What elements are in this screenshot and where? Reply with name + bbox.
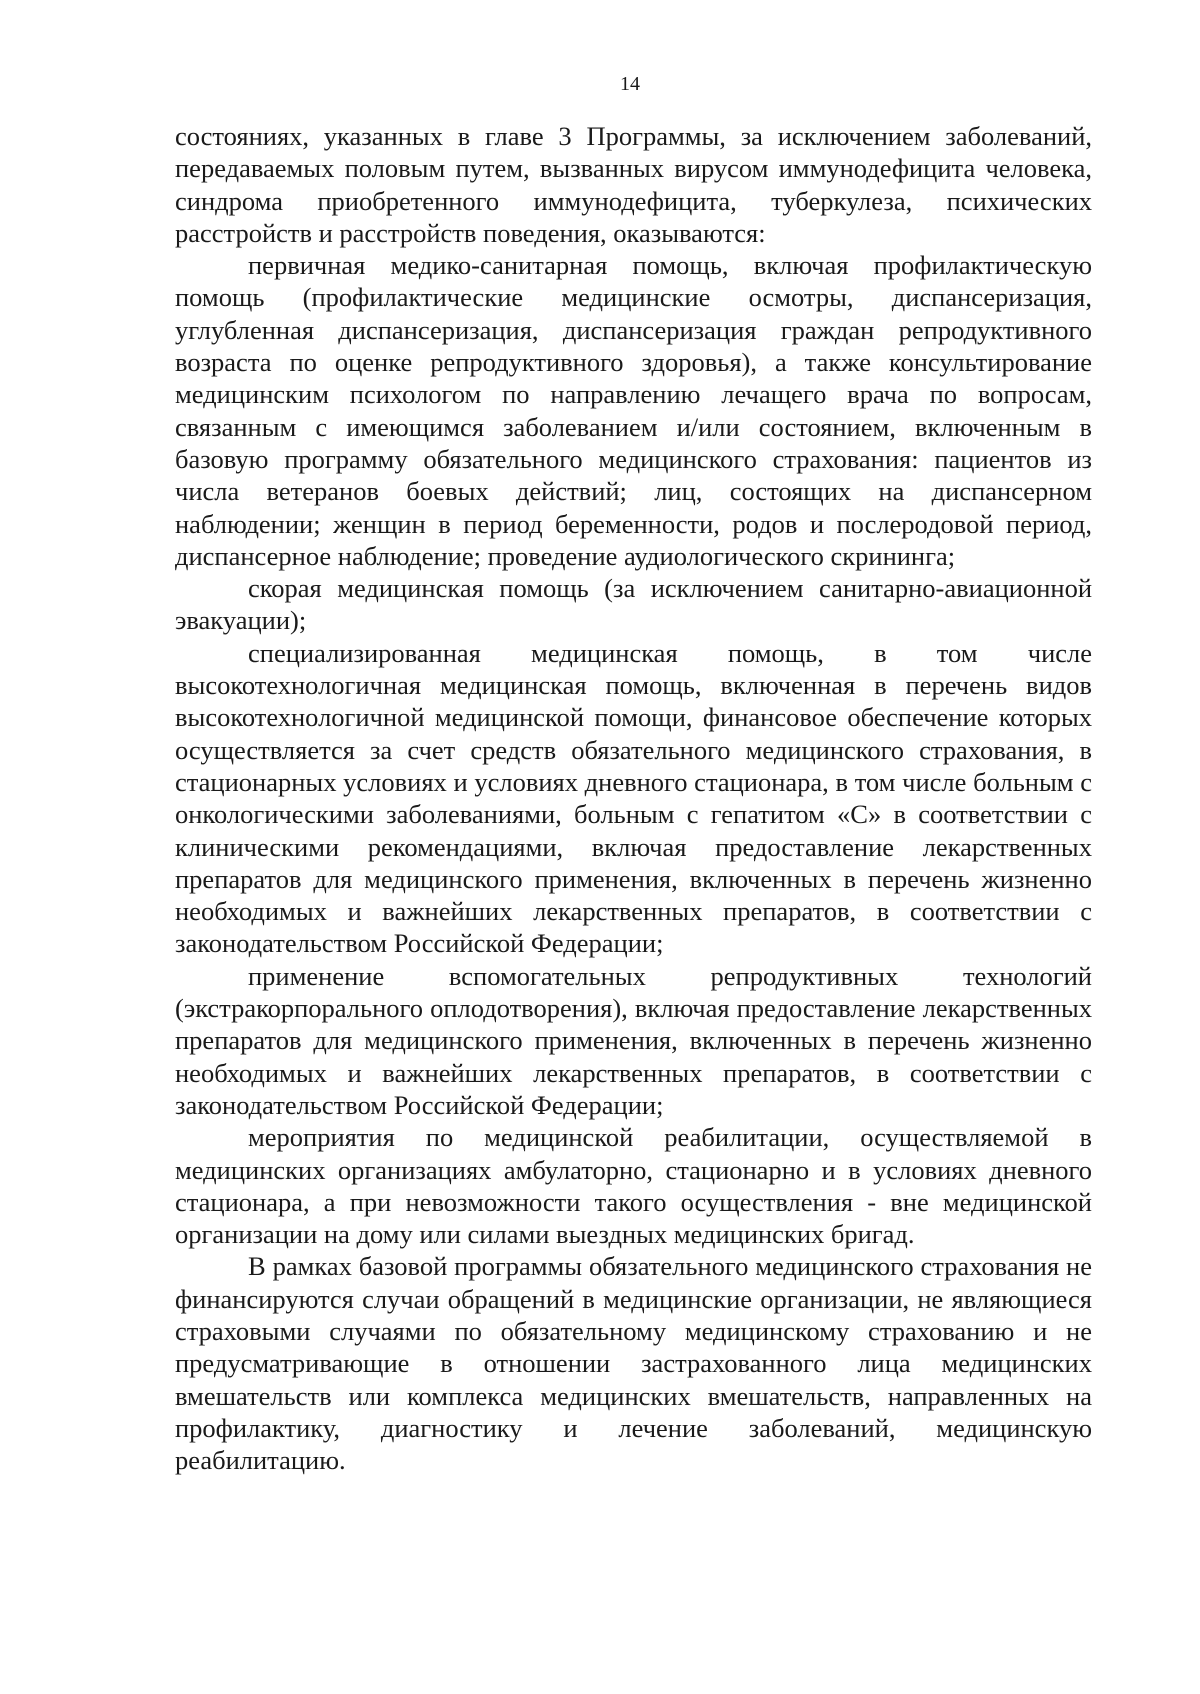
- paragraph-specialized-care: специализированная медицинская помощь, в том числе высокотехнологичная медицинская помощь, включенная в перечень видов высокотехнологичной медицинской помощи, финансовое обеспечение которых осуществляется за счет средств обязательного медицинского страхования, в стационарных условиях и условиях дневного стационара, в том числе больным с онкологическими заболеваниями, больным с гепатитом «С» в соответствии с клиническими рекомендациями, включая предоставление лекарственных препаратов для медицинского применения, включенных в перечень жизненно необходимых и важнейших лекарственных препаратов, в соответствии с законодательством Российской Федерации;: [175, 637, 1092, 959]
- paragraph-not-financed: В рамках базовой программы обязательного медицинского страхования не финансируются случаи обращений в медицинские организации, не являющиеся страховыми случаями по обязательному медицинскому страхованию и не предусматривающие в отношении застрахованного лица медицинских вмешательств или комплекса медицинских вмешательств, направленных на профилактику, диагностику и лечение заболеваний, медицинскую реабилитацию.: [175, 1251, 1092, 1476]
- paragraph-continuation: состояниях, указанных в главе 3 Программы, за исключением заболеваний, передаваемых половым путем, вызванных вирусом иммунодефицита человека, синдрома приобретенного иммунодефицита, туберкулеза, психических расстройств и расстройств поведения, оказываются:: [175, 121, 1092, 248]
- paragraph-emergency-care: скорая медицинская помощь (за исключением санитарно-авиационной эвакуации);: [175, 573, 1092, 636]
- paragraph-primary-care: первичная медико-санитарная помощь, включая профилактическую помощь (профилактические медицинские осмотры, диспансеризация, углубленная диспансеризация, диспансеризация граждан репродуктивного возраста по оценке репродуктивного здоровья), а также консультирование медицинским психологом по направлению лечащего врача по вопросам, связанным с имеющимся заболеванием и/или состоянием, включенным в базовую программу обязательного медицинского страхования: пациентов из числа ветеранов боевых действий; лиц, состоящих на диспансерном наблюдении; женщин в период беременности, родов и послеродовой период, диспансерное наблюдение; проведение аудиологического скрининга;: [175, 250, 1092, 571]
- paragraph-rehabilitation: мероприятия по медицинской реабилитации, осуществляемой в медицинских организациях амбулаторно, стационарно и в условиях дневного стационара, а при невозможности такого осуществления - вне медицинской организации на дому или силами выездных медицинских бригад.: [175, 1122, 1092, 1250]
- paragraph-reproductive-technologies: применение вспомогательных репродуктивных технологий (экстракорпорального оплодотворения), включая предоставление лекарственных препаратов для медицинского применения, включенных в перечень жизненно необходимых и важнейших лекарственных препаратов, в соответствии с законодательством Российской Федерации;: [175, 960, 1092, 1120]
- document-body: [175, 120, 1092, 1476]
- page-number: 14: [620, 73, 640, 95]
